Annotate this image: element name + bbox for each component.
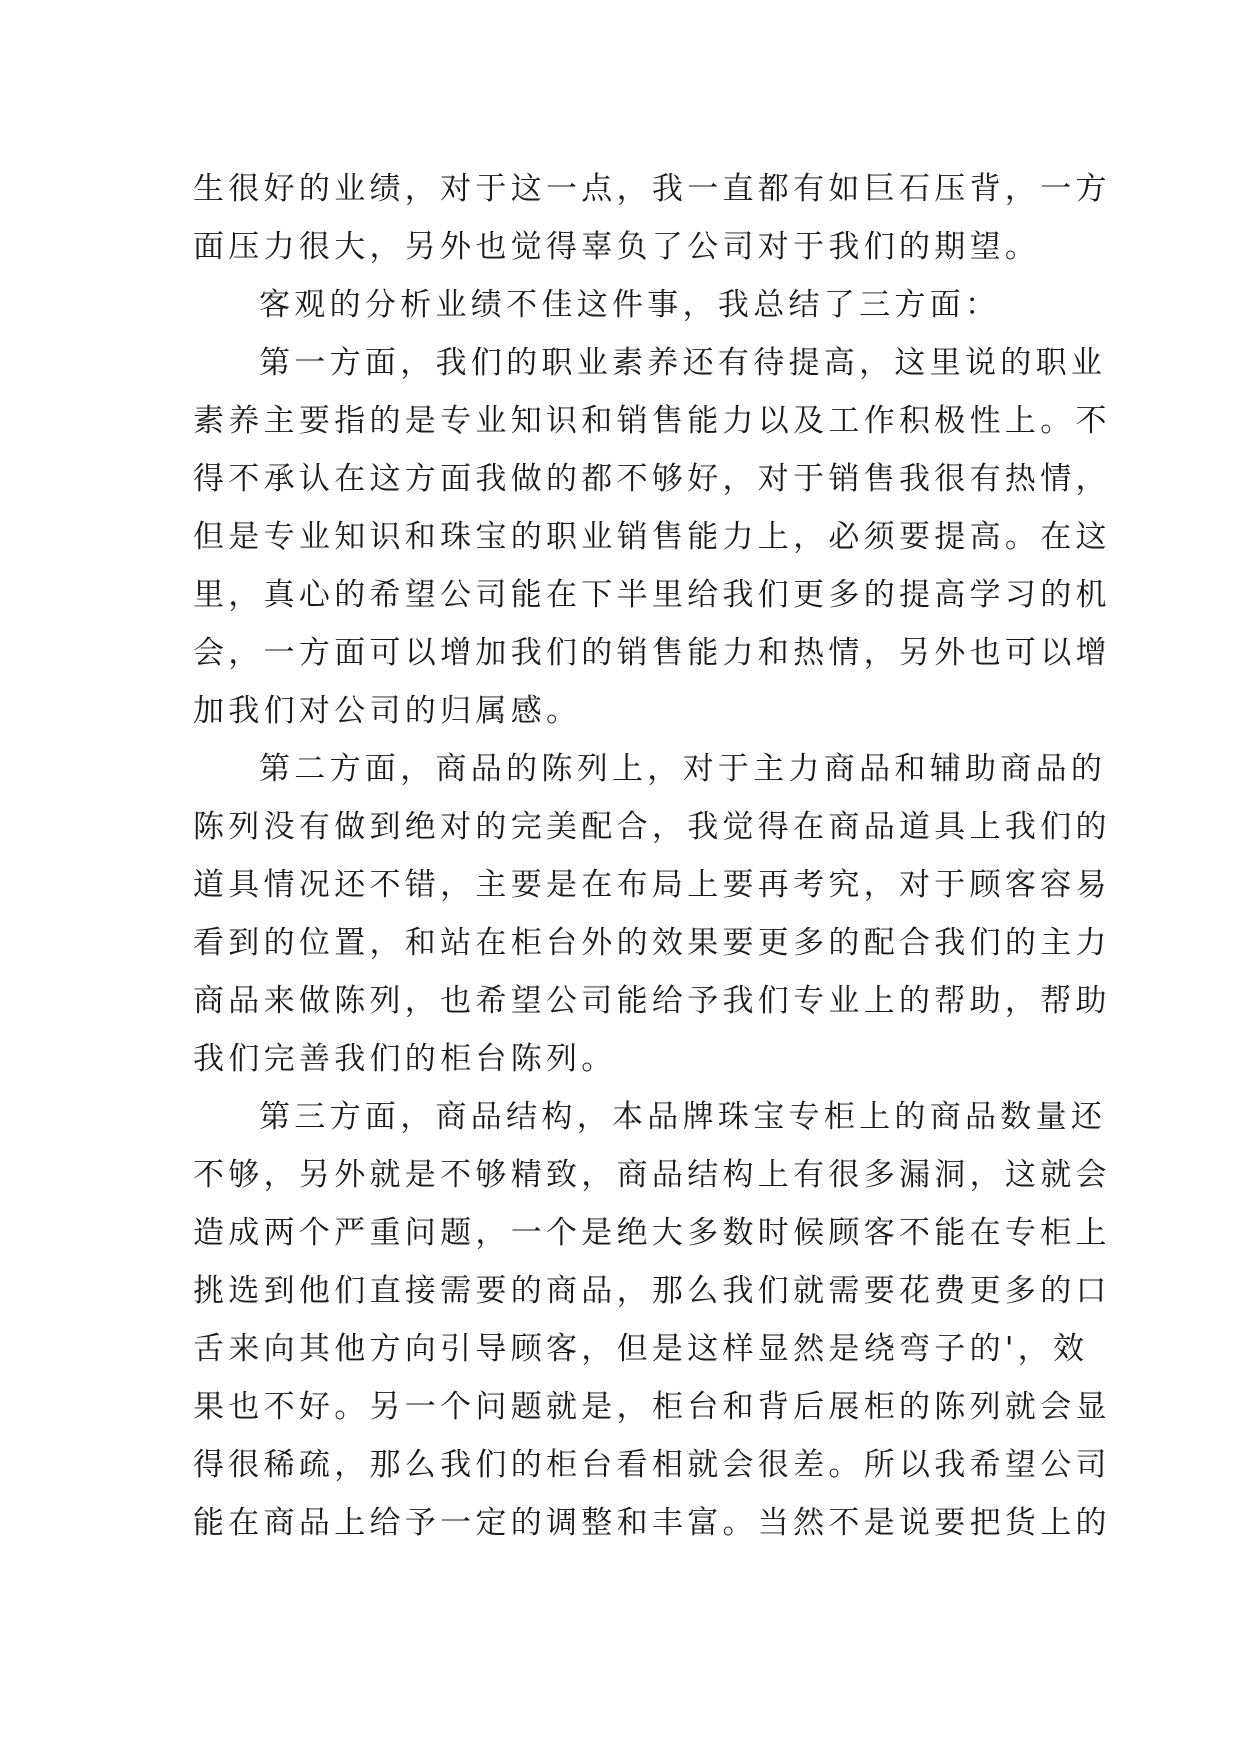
text-line: 造成两个严重问题，一个是绝大多数时候顾客不能在专柜上 (193, 1215, 1111, 1251)
text-line: 但是专业知识和珠宝的职业销售能力上，必须要提高。在这 (193, 519, 1111, 555)
text-line: 第三方面，商品结构，本品牌珠宝专柜上的商品数量还 (259, 1099, 1107, 1135)
text-line: 陈列没有做到绝对的完美配合，我觉得在商品道具上我们的 (193, 809, 1111, 845)
text-line: 看到的位置，和站在柜台外的效果要更多的配合我们的主力 (193, 925, 1111, 961)
text-line: 加我们对公司的归属感。 (193, 693, 582, 729)
text-line: 道具情况还不错，主要是在布局上要再考究，对于顾客容易 (193, 867, 1111, 903)
text-line: 挑选到他们直接需要的商品，那么我们就需要花费更多的口 (193, 1273, 1111, 1309)
text-line: 第一方面，我们的职业素养还有待提高，这里说的职业 (259, 345, 1107, 381)
text-line: 能在商品上给予一定的调整和丰富。当然不是说要把货上的 (193, 1505, 1111, 1541)
text-line: 客观的分析业绩不佳这件事，我总结了三方面： (259, 287, 1001, 323)
text-line: 面压力很大，另外也觉得辜负了公司对于我们的期望。 (193, 229, 1041, 265)
text-line: 里，真心的希望公司能在下半里给我们更多的提高学习的机 (193, 577, 1111, 613)
text-line: 得很稀疏，那么我们的柜台看相就会很差。所以我希望公司 (193, 1447, 1111, 1483)
text-line: 素养主要指的是专业知识和销售能力以及工作积极性上。不 (193, 403, 1111, 439)
document-body (193, 160, 1111, 1552)
text-line: 生很好的业绩，对于这一点，我一直都有如巨石压背，一方 (193, 171, 1111, 207)
text-line: 不够，另外就是不够精致，商品结构上有很多漏洞，这就会 (193, 1157, 1111, 1193)
text-line: 果也不好。另一个问题就是，柜台和背后展柜的陈列就会显 (193, 1389, 1111, 1425)
text-line: 得不承认在这方面我做的都不够好，对于销售我很有热情， (193, 461, 1111, 497)
text-line: 会，一方面可以增加我们的销售能力和热情，另外也可以增 (193, 635, 1111, 671)
text-line: 商品来做陈列，也希望公司能给予我们专业上的帮助，帮助 (193, 983, 1111, 1019)
text-line: 我们完善我们的柜台陈列。 (193, 1041, 617, 1077)
text-line: 第二方面，商品的陈列上，对于主力商品和辅助商品的 (259, 751, 1107, 787)
text-line: 舌来向其他方向引导顾客，但是这样显然是绕弯子的'，效 (193, 1331, 1089, 1367)
